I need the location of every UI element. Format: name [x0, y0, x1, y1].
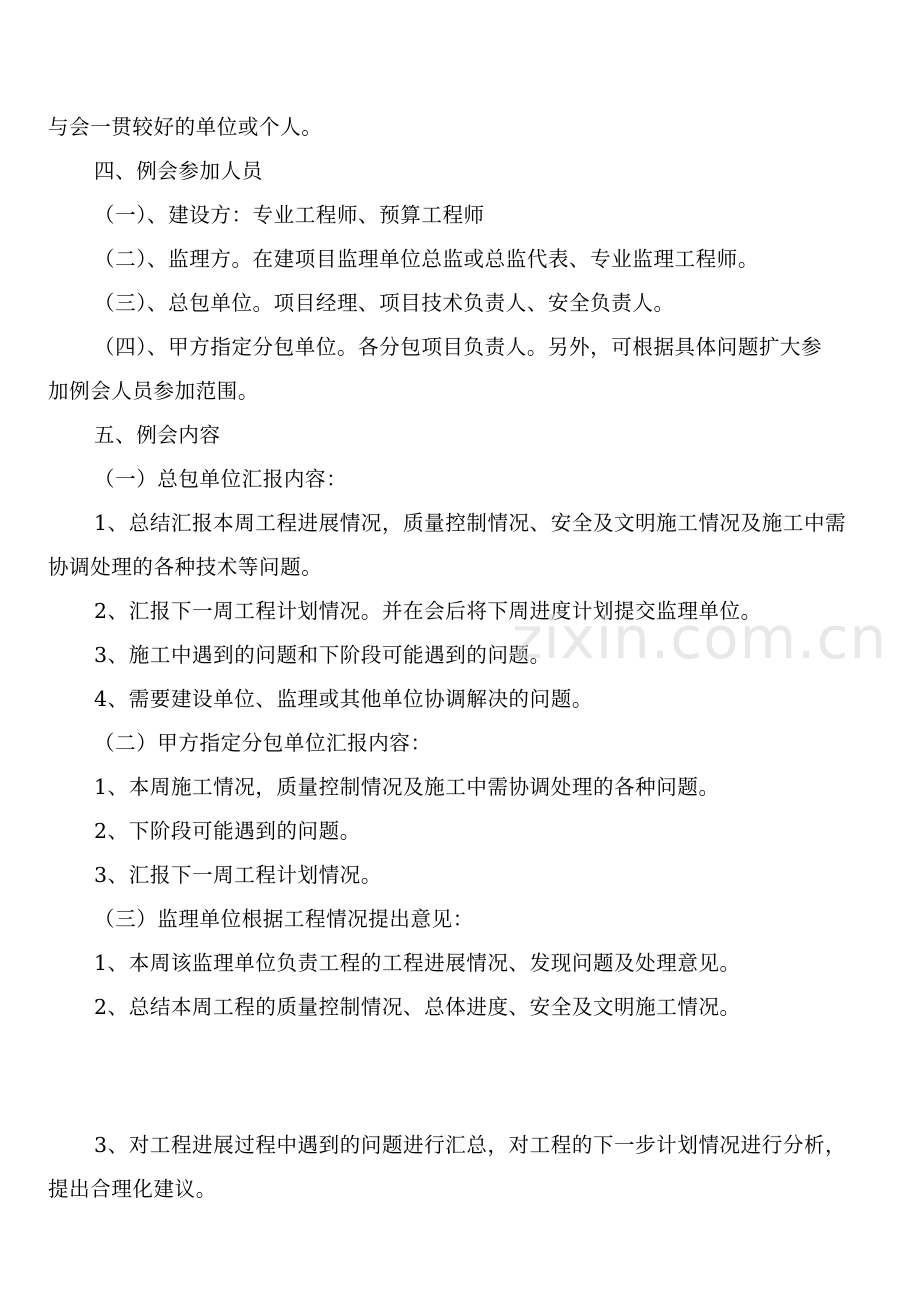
list-item: （二）、监理方。在建项目监理单位总监或总监代表、专业监理工程师。	[94, 247, 759, 271]
list-item: 4、需要建设单位、监理或其他单位协调解决的问题。	[94, 687, 593, 711]
list-item: 2、汇报下一周工程计划情况。并在会后将下周进度计划提交监理单位。	[94, 599, 762, 623]
section-heading: 五、例会内容	[94, 423, 221, 447]
list-item: 1、本周施工情况，质量控制情况及施工中需协调处理的各种问题。	[94, 775, 720, 799]
watermark-text: zixin.com.cn	[512, 604, 888, 672]
list-item: （三）、总包单位。项目经理、项目技术负责人、安全负责人。	[94, 291, 675, 315]
list-item: 3、对工程进展过程中遇到的问题进行汇总，对工程的下一步计划情况进行分析，	[94, 1133, 847, 1157]
subsection-heading: （二）甲方指定分包单位汇报内容：	[94, 731, 432, 755]
subsection-heading: （三）监理单位根据工程情况提出意见：	[94, 907, 474, 931]
list-item: 2、下阶段可能遇到的问题。	[94, 819, 361, 843]
paragraph-line: 与会一贯较好的单位或个人。	[48, 115, 323, 139]
paragraph-line: 协调处理的各种技术等问题。	[48, 555, 323, 579]
list-item: 1、本周该监理单位负责工程的工程进展情况、发现问题及处理意见。	[94, 951, 741, 975]
subsection-heading: （一）总包单位汇报内容：	[94, 467, 348, 491]
paragraph-line: 加例会人员参加范围。	[48, 379, 259, 403]
list-item: 3、施工中遇到的问题和下阶段可能遇到的问题。	[94, 643, 551, 667]
paragraph-line: 提出合理化建议。	[48, 1177, 217, 1201]
list-item: 1、总结汇报本周工程进展情况，质量控制情况、安全及文明施工情况及施工中需	[94, 511, 847, 535]
list-item: （四）、甲方指定分包单位。各分包项目负责人。另外，可根据具体问题扩大参	[94, 335, 823, 359]
list-item: 3、汇报下一周工程计划情况。	[94, 863, 382, 887]
section-heading: 四、例会参加人员	[94, 159, 263, 183]
list-item: 2、总结本周工程的质量控制情况、总体进度、安全及文明施工情况。	[94, 995, 741, 1019]
list-item: （一）、建设方：专业工程师、预算工程师	[94, 203, 485, 227]
